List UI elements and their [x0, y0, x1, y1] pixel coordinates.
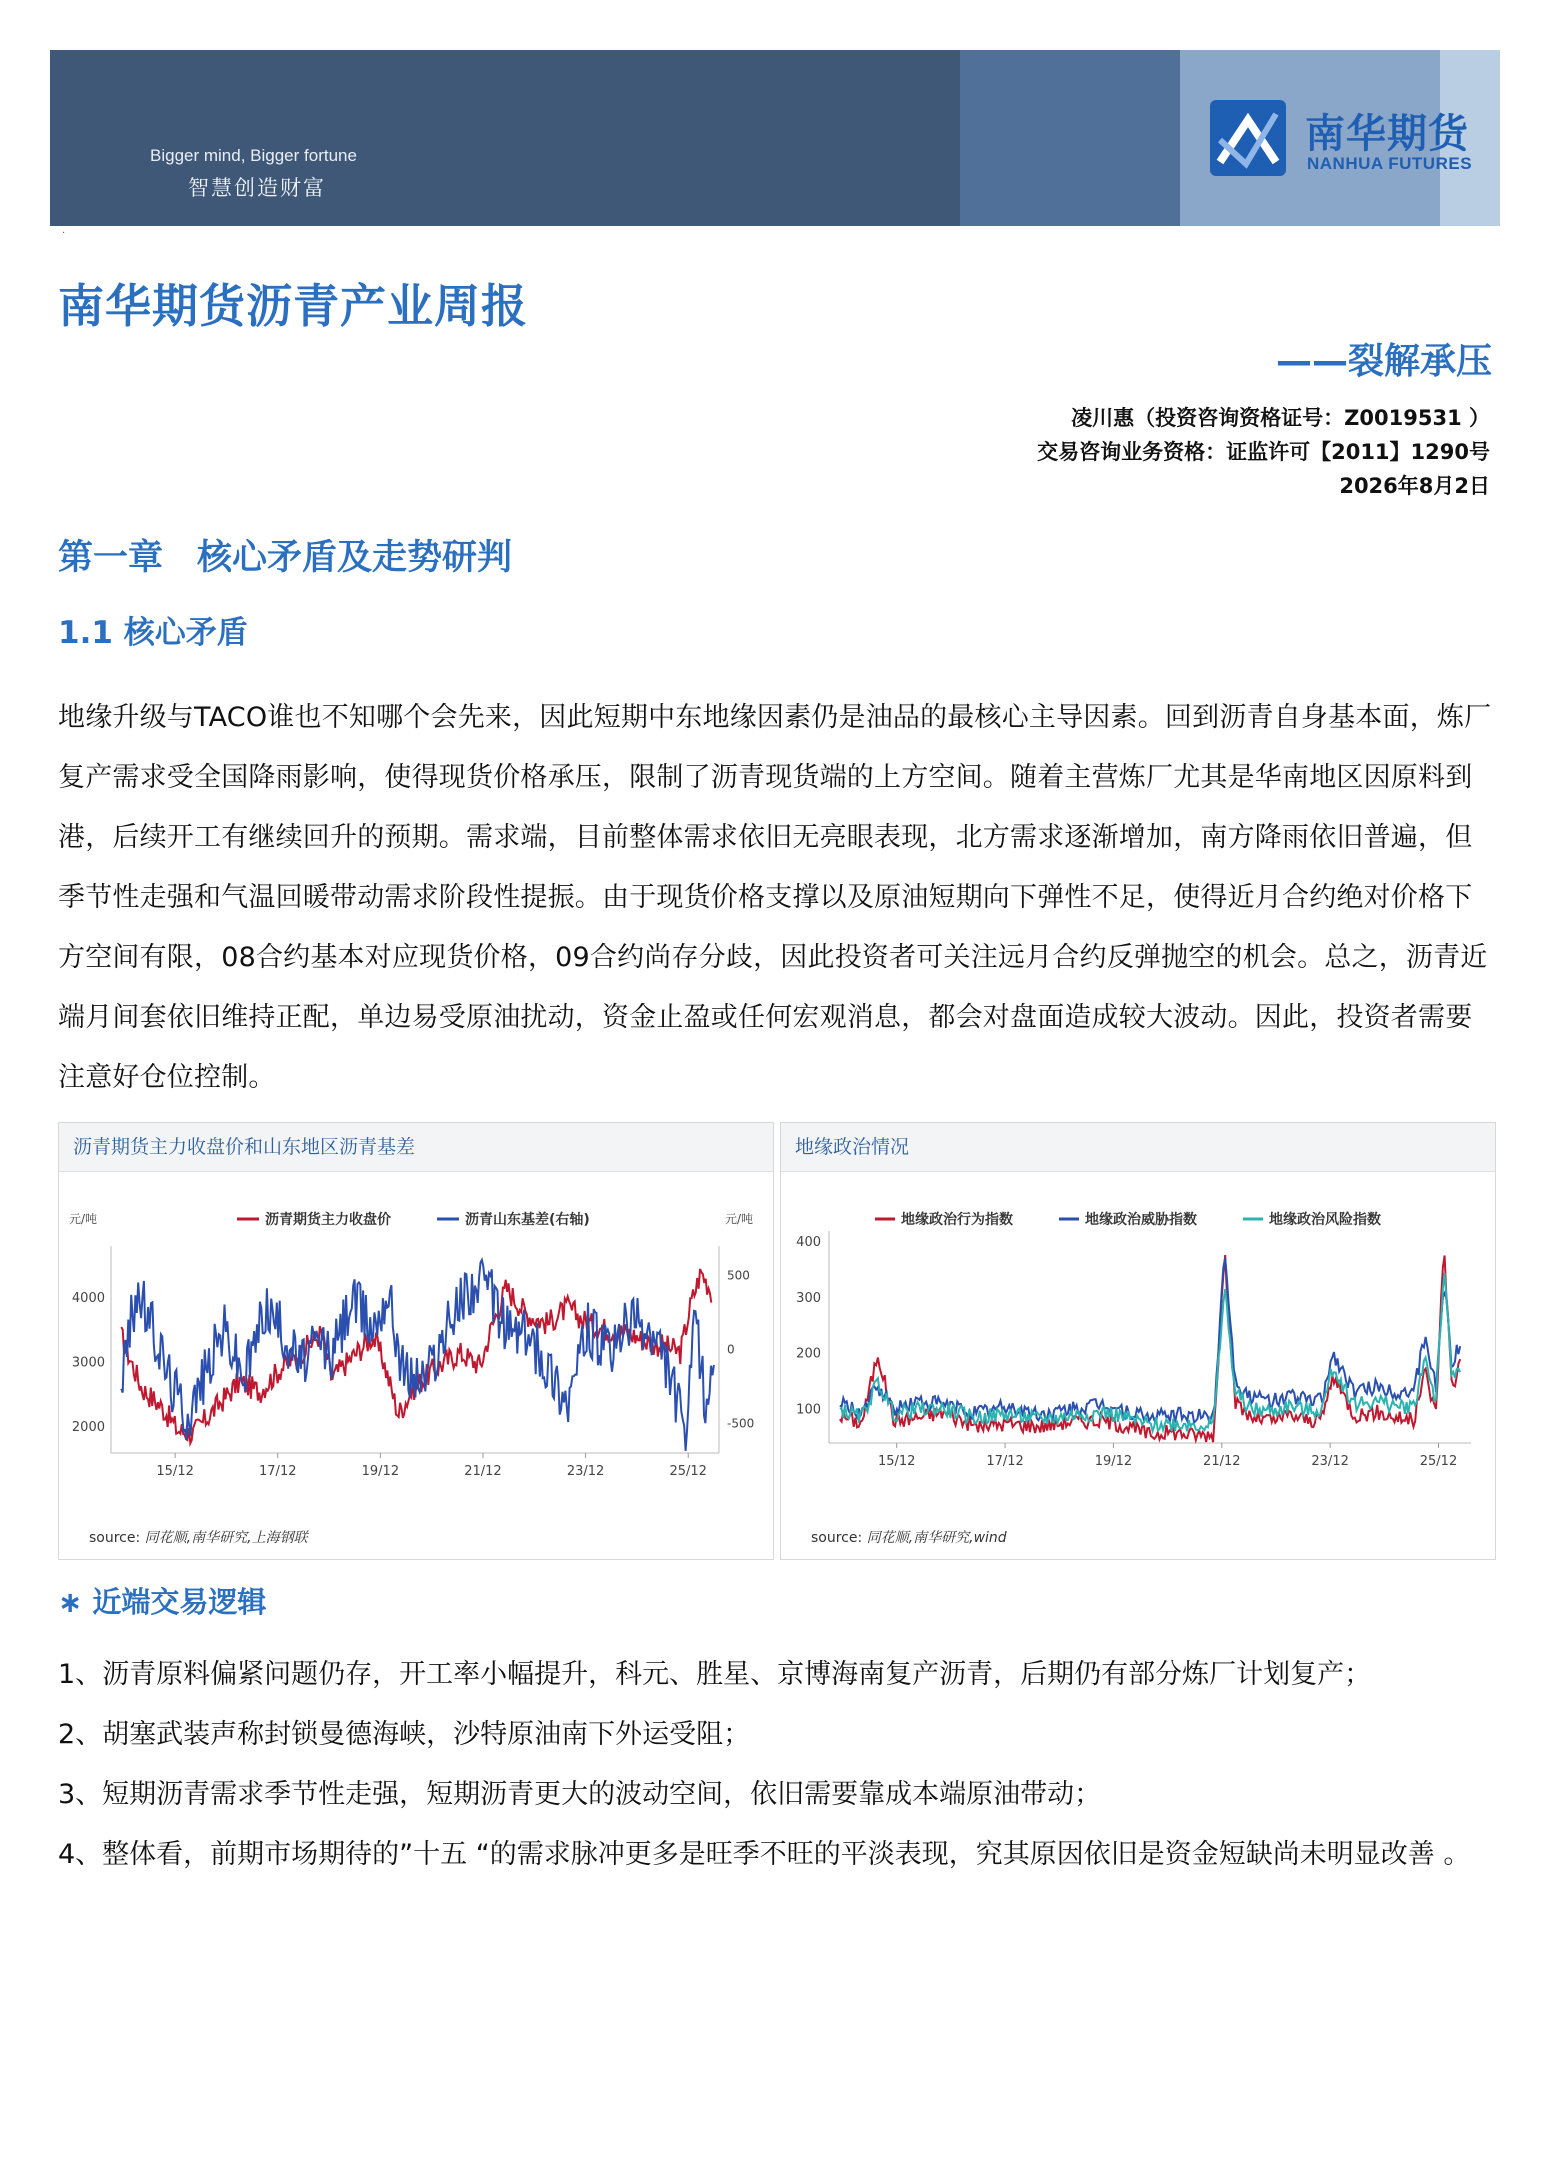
chart-source — [89, 1527, 308, 1547]
logo-text-cn: 南华期货 — [1305, 111, 1469, 157]
report-title: 南华期货沥青产业周报 — [58, 279, 528, 333]
series-line-2 — [840, 1258, 1460, 1424]
slogan-cn: 智慧创造财富 — [188, 176, 326, 200]
banner-band — [960, 50, 1180, 226]
asterisk-bullet-icon: ∗ — [58, 1585, 83, 1619]
y-tick-label: 200 — [796, 1346, 821, 1362]
chapter-title: 核心矛盾及走势研判 — [197, 538, 513, 578]
core-paragraph: 地缘升级与TACO谁也不知哪个会先来，因此短期中东地缘因素仍是油品的最核心主导因素。回到沥青自身基本面，炼厂复产需求受全国降雨影响，使得现货价格承压，限制了沥青现货端的上方空间。随着主营炼厂尤其是华南地区因原料到港，后续开工有继续回升的预期。需求端，目前整体需求依旧无亮眼表现，北方需求逐渐增加，南方降雨依旧普遍，但季节性走强和气温回暖带动需求阶段性提振。由于现货价格支撑以及原油短期向下弹性不足，使得近月合约绝对价格下方空间有限，08合约基本对应现货价格，09合约尚存分歧，因此投资者可关注远月合约反弹抛空的机会。总之，沥青近端月间套依旧维持正配，单边易受原油扰动，资金止盈或任何宏观消息，都会对盘面造成较大波动。因此，投资者需要注意好仓位控制。 — [58, 702, 1492, 1093]
x-tick-label: 17/12 — [986, 1454, 1024, 1469]
x-tick-label: 19/12 — [361, 1464, 400, 1479]
list-item: 4、整体看，前期市场期待的”十五 “的需求脉冲更多是旺季不旺的平淡表现，究其原因依旧是资金短缺尚未明显改善 。 — [58, 1839, 1471, 1870]
license-line: 交易咨询业务资格：证监许可【2011】1290号 — [1037, 440, 1490, 464]
separator-dot: · — [62, 228, 66, 239]
x-tick-label: 21/12 — [1203, 1454, 1241, 1469]
chapter-number: 第一章 — [58, 538, 164, 578]
x-tick-label: 15/12 — [156, 1464, 194, 1479]
asphalt-price-basis-chart — [59, 1171, 773, 1559]
chart-title: 地缘政治情况 — [781, 1123, 1495, 1172]
y-tick-label: 300 — [796, 1290, 821, 1306]
chart-source — [811, 1527, 1007, 1547]
chart-panel-geopolitics — [780, 1122, 1496, 1560]
logic-heading — [58, 1580, 266, 1621]
series-line-3 — [840, 1273, 1460, 1431]
y-tick-label-right: -500 — [727, 1416, 755, 1431]
source-detail: 同花顺,南华研究,wind — [866, 1530, 1007, 1546]
x-tick-label: 23/12 — [1311, 1454, 1349, 1469]
x-tick-label: 23/12 — [566, 1464, 605, 1479]
x-tick-label: 17/12 — [259, 1464, 297, 1479]
list-item: 3、短期沥青需求季节性走强，短期沥青更大的波动空间，依旧需要靠成本端原油带动； — [58, 1779, 1102, 1810]
list-item: 2、胡塞武装声称封锁曼德海峡，沙特原油南下外运受阻； — [58, 1719, 751, 1750]
list-item: 1、沥青原料偏紧问题仍存，开工率小幅提升，科元、胜星、京博海南复产沥青，后期仍有部分炼厂计划复产； — [58, 1659, 1372, 1690]
legend-label: 地缘政治行为指数 — [901, 1212, 1013, 1228]
y-tick-label-left: 2000 — [71, 1420, 105, 1436]
logic-list — [58, 1646, 1498, 1886]
logic-title: 近端交易逻辑 — [92, 1585, 267, 1619]
source-detail: 同花顺,南华研究,上海钢联 — [144, 1530, 308, 1546]
legend-label: 地缘政治威胁指数 — [1085, 1212, 1197, 1228]
chapter-heading — [58, 530, 546, 580]
section-heading: 1.1 核心矛盾 — [58, 615, 248, 651]
source-label: source: — [89, 1530, 141, 1546]
legend-label: 地缘政治风险指数 — [1269, 1212, 1381, 1228]
legend-label: 沥青山东基差(右轴) — [465, 1212, 590, 1228]
report-date: 2026年8月2日 — [1339, 474, 1490, 498]
y-tick-label-left: 3000 — [71, 1355, 105, 1371]
chart-title: 沥青期货主力收盘价和山东地区沥青基差 — [59, 1123, 773, 1172]
x-tick-label: 25/12 — [669, 1464, 707, 1479]
logo-text-en: NANHUA FUTURES — [1307, 154, 1473, 173]
y-axis-unit-right: 元/吨 — [725, 1212, 754, 1226]
y-tick-label-right: 0 — [727, 1342, 735, 1357]
y-tick-label: 100 — [796, 1402, 821, 1418]
geopolitical-index-chart — [781, 1171, 1495, 1559]
x-tick-label: 21/12 — [464, 1464, 502, 1479]
x-tick-label: 15/12 — [877, 1454, 916, 1469]
nanhua-logo-icon — [1210, 100, 1286, 176]
series-line-2 — [121, 1260, 714, 1451]
slogan-en: Bigger mind, Bigger fortune — [150, 146, 357, 165]
legend-label: 沥青期货主力收盘价 — [265, 1212, 391, 1228]
y-tick-label: 400 — [796, 1235, 821, 1251]
header-banner — [50, 50, 1500, 226]
x-tick-label: 25/12 — [1419, 1454, 1458, 1469]
x-tick-label: 19/12 — [1094, 1454, 1133, 1469]
series-line-1 — [840, 1255, 1460, 1442]
y-tick-label-left: 4000 — [71, 1290, 105, 1306]
y-axis-unit-left: 元/吨 — [69, 1212, 98, 1226]
chart-panel-asphalt — [58, 1122, 774, 1560]
y-tick-label-right: 500 — [727, 1268, 750, 1283]
report-subtitle: ——裂解承压 — [1275, 341, 1492, 382]
author-line: 凌川惠（投资咨询资格证号：Z0019531 ） — [1071, 406, 1490, 430]
source-label: source: — [811, 1530, 863, 1546]
